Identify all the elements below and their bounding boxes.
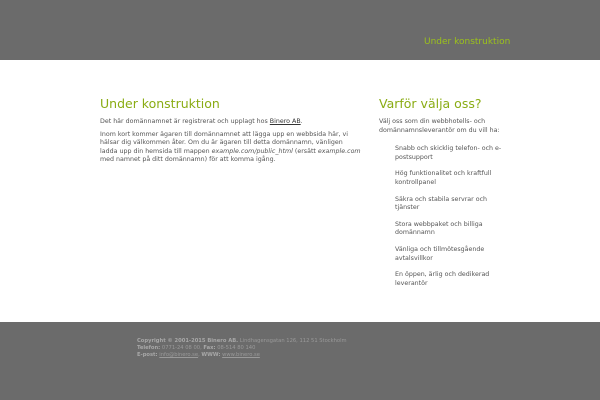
main-content xyxy=(100,96,362,165)
why-choose-us-intro: Välj oss som din webbhotells- och domännamnsleverantör om du vill ha: xyxy=(379,118,500,134)
registration-text-end: . xyxy=(300,118,303,125)
fax-number: 08-514 80 140 xyxy=(215,345,256,351)
instructions-text-b: (ersätt xyxy=(292,147,318,155)
instructions-paragraph xyxy=(100,131,362,165)
address-text: Lindhagensgatan 126, 112 51 Stockholm xyxy=(238,338,347,344)
www-label: WWW: xyxy=(201,352,221,358)
feature-item: Hög funktionalitet och kraftfull kontrollpanel xyxy=(395,170,492,186)
binero-link[interactable]: Binero AB xyxy=(269,118,301,125)
feature-item: Snabb och skicklig telefon- och e-postsupport xyxy=(395,145,502,161)
phone-label: Telefon: xyxy=(137,345,161,351)
footer xyxy=(0,322,600,400)
top-header-bar xyxy=(0,0,600,60)
website-link[interactable]: www.binero.se xyxy=(222,352,260,358)
features-list xyxy=(379,145,504,288)
registration-paragraph xyxy=(100,118,362,127)
example-domain: example.com xyxy=(317,147,361,155)
email-link[interactable]: info@binero.se xyxy=(159,352,199,358)
public-html-path: example.com/public_html xyxy=(211,147,293,155)
registration-text: Det här domännamnet är registrerat och upplagt hos xyxy=(100,118,270,125)
copyright-text: Copyright © 2001-2015 Binero AB. xyxy=(137,338,239,344)
footer-line-3: E-post: info@binero.se, WWW: www.binero.se xyxy=(137,352,260,358)
feature-item: Vänliga och tillmötesgående avtalsvillkor xyxy=(395,245,485,262)
header-brand-text: Under konstruktion xyxy=(424,37,511,47)
email-label: E-post: xyxy=(137,352,158,358)
instructions-text-a: Inom kort kommer ägaren till domännamnet att lägga upp en webbsida här, vi hälsar dig välkommen åter. Om du är ägaren till detta domännamn, vänligen ladda upp din hemsida till mappen xyxy=(100,130,349,155)
instructions-text-c: med namnet på ditt domännamn) för att komma igång. xyxy=(100,156,276,164)
footer-line-1 xyxy=(137,338,347,345)
footer-line-2 xyxy=(137,345,347,352)
why-choose-us-section xyxy=(379,96,504,296)
feature-item: En öppen, ärlig och dedikerad leverantör xyxy=(395,271,490,287)
footer-info xyxy=(137,338,347,359)
fax-label: Fax: xyxy=(203,345,216,351)
phone-number: 0771-24 08 00, xyxy=(160,345,204,351)
feature-item: Säkra och stabila servrar och tjänster xyxy=(395,195,488,212)
page-title: Under konstruktion xyxy=(100,96,220,111)
feature-item: Stora webbpaket och billiga domännamn xyxy=(395,220,483,237)
why-choose-us-title: Varför välja oss? xyxy=(379,96,482,111)
